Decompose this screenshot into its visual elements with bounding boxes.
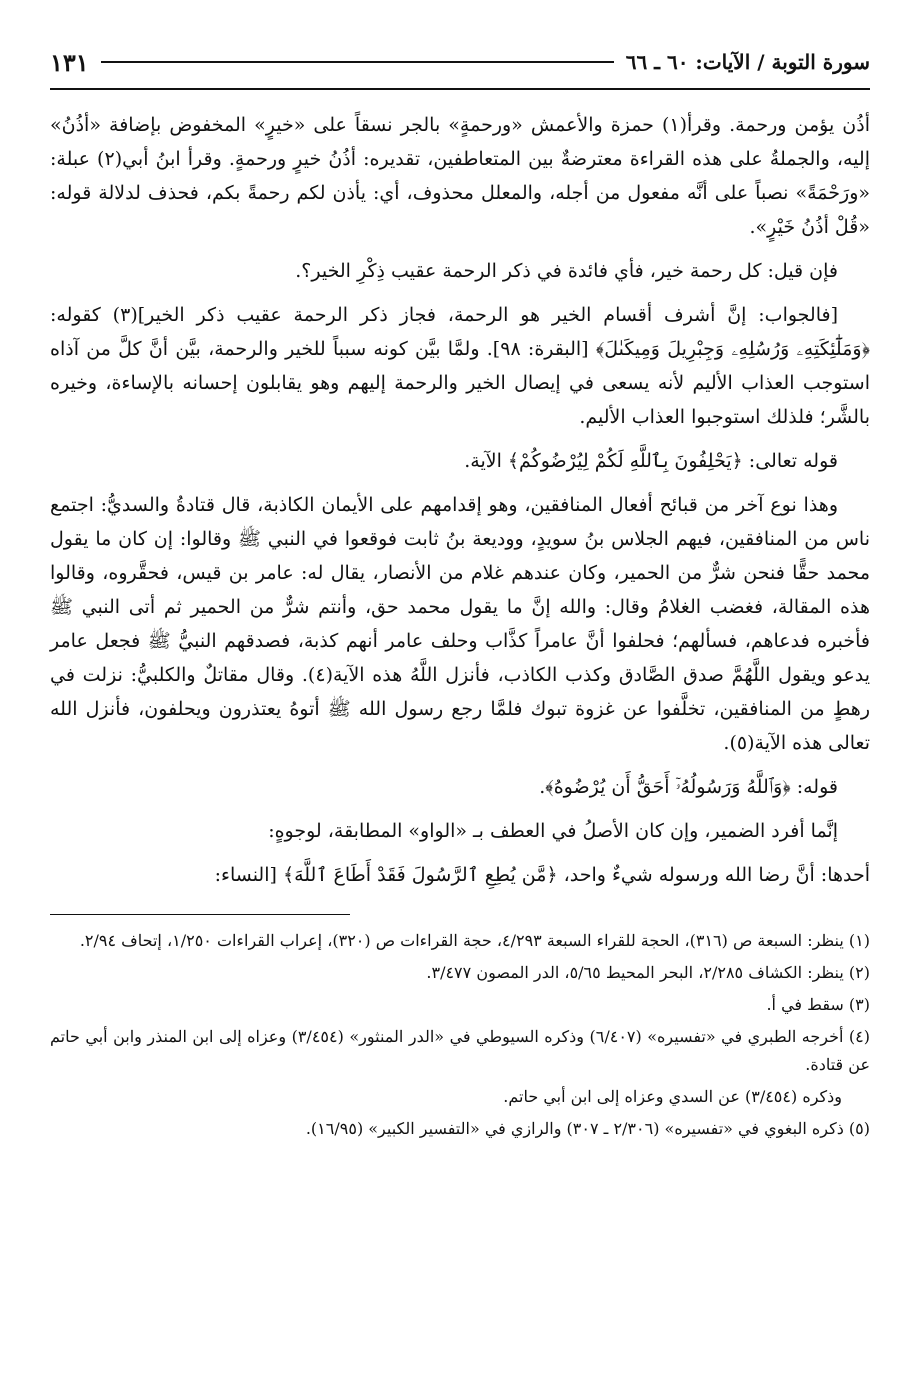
header-title: سورة التوبة / الآيات: ٦٠ ـ ٦٦ [625, 50, 870, 74]
paragraph: فإن قيل: كل رحمة خير، فأي فائدة في ذكر الرحمة عقيب ذِكْرِ الخير؟. [295, 260, 838, 282]
footnote: (٣) سقط في أ. [766, 995, 870, 1014]
footnote: (١) ينظر: السبعة ص (٣١٦)، الحجة للقراء السبعة ٤/٢٩٣، حجة القراءات ص (٣٢٠)، إعراب القراءات ١/٢٥٠، إتحاف ٢/٩٤. [79, 931, 870, 950]
footnote: (٥) ذكره البغوي في «تفسيره» (٢/٣٠٦ ـ ٣٠٧) والرازي في «التفسير الكبير» (١٦/٩٥). [305, 1119, 870, 1138]
paragraph: إنَّما أفرد الضمير، وإن كان الأصلُ في العطف بـ «الواو» المطابقة، لوجوهٍ: [268, 820, 838, 842]
document-page [50, 42, 870, 1332]
footnote: (٢) ينظر: الكشاف ٢/٢٨٥، البحر المحيط ٥/٦٥، الدر المصون ٣/٤٧٧. [426, 963, 870, 982]
footnote-continuation: وذكره (٣/٤٥٤) عن السدي وعزاه إلى ابن أبي حاتم. [503, 1087, 842, 1106]
paragraph: قوله: ﴿وَٱللَّهُ وَرَسُولُهُۥٓ أَحَقُّ أَن يُرْضُوهُ﴾. [539, 776, 838, 798]
page-number: ١٣١ [50, 47, 89, 77]
paragraph: وهذا نوع آخر من قبائح أفعال المنافقين، وهو إقدامهم على الأيمان الكاذبة، قال قتادةُ والسديُّ: اجتمع ناس من المنافقين، فيهم الجلاس بنُ سويدٍ، ووديعة بنُ ثابت فوقعوا في النبي ﷺ وقالوا: إن كان ما يقول محمد حقًّا فنحن شرٌّ من الحمير، وكان عندهم غلام من الأنصار، يقال له: عامر بن قيس، فحقَّروه، وقالوا هذه المقالة، فغضب الغلامُ وقال: والله إنَّ ما يقول محمد حق، وأنتم شرٌّ من الحمير ثم أتى النبي ﷺ فأخبره فدعاهم، فسألهم؛ فحلفوا أنَّ عامراً كذَّاب وحلف عامر أنهم كذبة، فصدقهم النبيُّ ﷺ فجعل عامر يدعو ويقول اللَّهُمَّ صدق الصَّادق وكذب الكاذب، فأنزل اللَّهُ هذه الآية(٤). وقال مقاتلٌ والكلبيُّ: نزلت في رهطٍ من المنافقين، تخلَّفوا عن غزوة تبوك فلمَّا رجع رسول الله ﷺ أتوهُ يعتذرون ويحلفون، فأنزل الله تعالى هذه الآية(٥). [50, 494, 870, 754]
running-header [50, 42, 870, 82]
paragraph: أذُن يؤمن ورحمة. وقرأ(١) حمزة والأعمش «ورحمةٍ» بالجر نسقاً على «خيرٍ» المخفوض بإضافة «أذُنُ» إليه، والجملةُ على هذه القراءة معترضةٌ بين المتعاطفين، تقديره: أذُنُ خيرٍ ورحمةٍ. وقرأ ابنُ أبي(٢) عبلة: «ورَحْمَةً» نصباً على أنَّه مفعول من أجله، والمعلل محذوف، أي: يأذن لكم رحمةً بكم، فحذف لدلالة قوله: «قُلْ أذُنُ خَيْرٍ». [50, 114, 870, 238]
main-text [50, 108, 870, 892]
footnotes [50, 927, 870, 1143]
header-rule [50, 88, 870, 90]
footnote-rule [50, 914, 350, 915]
paragraph: أحدها: أنَّ رضا الله ورسوله شيءٌ واحد، ﴿مَّن يُطِعِ ٱلرَّسُولَ فَقَدْ أَطَاعَ ٱللَّهَ﴾ [النساء: [214, 864, 870, 886]
paragraph: قوله تعالى: ﴿يَحْلِفُونَ بِٱللَّهِ لَكُمْ لِيُرْضُوكُمْ﴾ الآية. [464, 450, 838, 472]
paragraph: [فالجواب: إنَّ أشرف أقسام الخير هو الرحمة، فجاز ذكر الرحمة عقيب ذكر الخير](٣) كقوله: ﴿وَمَلَٰٓئِكَتِهِۦ وَرُسُلِهِۦ وَجِبْرِيلَ وَمِيكَىٰلَ﴾ [البقرة: ٩٨]. ولمَّا بيَّن كونه سبباً للخير والرحمة، بيَّن أنَّ كلَّ من آذاه استوجب العذاب الأليم لأنه يسعى في إيصال الخير والرحمة إليهم وهو يقابلون إحسانه بالإساءة، وخيره بالشَّر؛ فلذلك استوجبوا العذاب الأليم. [50, 304, 870, 428]
footnote: (٤) أخرجه الطبري في «تفسيره» (٦/٤٠٧) وذكره السيوطي في «الدر المنثور» (٣/٤٥٤) وعزاه إلى ابن المنذر وابن أبي حاتم عن قتادة. [50, 1027, 870, 1074]
header-inline-rule [101, 61, 614, 63]
